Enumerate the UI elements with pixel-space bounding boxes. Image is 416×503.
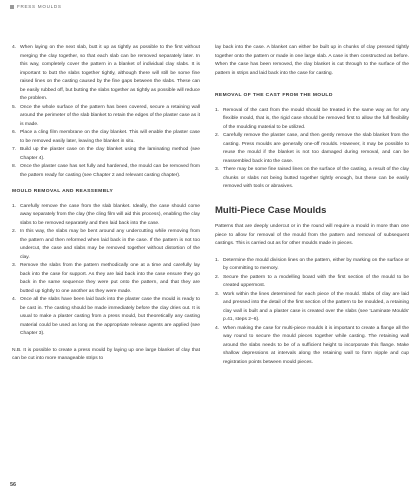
running-header-title: FRESS MOULDS [17,4,62,9]
intro-paragraph: Patterns that are deeply undercut or in the round will require a mould in more than one piece to allow for removal of the mould from the pattern and removal of subsequent castings. This is carried out as for other moulds made in pieces. [215,224,409,246]
list-item: 3. There may be some fine raised lines on the surface of the casting, a result of the clay chunks or slabs not being butted together tightly enough, but these can be easily removed with tools or abrasives. [215,167,409,189]
list-item: 1. Removal of the cast from the mould should be treated in the same way as for any flexible mould, that is, the rigid case should be removed first to allow the full flexibility of the moulding material to be utilized. [215,107,409,130]
list-item: 1. Carefully remove the case from the slab blanket. Ideally, the case should come away separately from the clay (the cling film will aid this process), enabling the clay slabs to be removed separately and then laid back into the case. [12,203,200,226]
left-list-2 [12,203,200,339]
section-heading-multi-piece: Multi-Piece Case Moulds [215,204,327,216]
list-item: 4. When making the case for multi-piece moulds it is important to create a flange all the way round to secure the mould pieces together while casting. The retaining wall around the slabs needs to be of a sufficient height to incorporate this flange. Make shallow depressions at intervals along the retaining wall to form nipple and cup registration points between mould pieces. [215,325,409,365]
right-column [215,44,409,367]
list-item: 3. Remove the slabs from the pattern methodically one at a time and carefully lay back into the case for support. As they are laid back into the case ensure they go back in the same sequence they were put onto the pattern, and that they are butted up tightly to one another as they were made. [12,263,200,294]
right-list-1 [215,107,409,192]
list-item: 6. Place a cling film membrane on the clay blanket. This will enable the plaster case to be removed easily later, leaving the blanket in situ. [12,130,200,144]
list-item: 2. In this way, the slabs may be bent around any undercutting while removing from the pattern and then reformed when laid back in the case. If the pattern is not too undercut, the case and slabs may be removed together without distortion of the clay. [12,229,200,260]
running-header [10,4,62,9]
list-item: 2. Secure the pattern to a modelling board with the first section of the mould to be created uppermost. [215,274,409,288]
note-paragraph: N.B. It is possible to create a press mould by laying up one large blanket of clay that can be cut into more manageable strips to [12,347,200,361]
section-heading-mould-removal: MOULD REMOVAL AND REASSEMBLY [12,189,114,194]
page-number: 56 [10,482,17,488]
section-heading-removal-of-cast: REMOVAL OF THE CAST FROM THE MOULD [215,93,333,98]
continued-paragraph: lay back into the case. A blanket can either be built up in chunks of clay pressed tightly together onto the pattern or made in one large slab. A case is then constructed as before. When the case has been removed, the clay blanket is cut through to the surface of the pattern in strips and laid back into the case for casting. [215,45,409,76]
list-item: 4. Once all the slabs have been laid back into the plaster case the mould is ready to be cast in. The casting should be made immediately before the clay dries out. It is usual to make a plaster casting from a press mould, but theoretically any casting material could be used as long as the appropriate release agents are applied (see Chapter 3). [12,297,200,336]
list-item: 7. Build up the plaster case on the clay blanket using the laminating method (see Chapter 4). [12,147,200,161]
list-item: 3. Work within the lines determined for each piece of the mould. Slabs of clay are laid and pressed into the detail of the first section of the pattern to be moulded, a retaining clay wall is built and a plaster case is created over the slabs (see 'Laminate Moulds' p.41, steps 2–6). [215,291,409,322]
list-item: 8. Once the plaster case has set fully and hardened, the mould can be removed from the pattern ready for casting (see Chapter 2 and relevant casting chapter). [12,164,200,178]
left-column [12,44,200,364]
list-item: 1. Determine the mould division lines on the pattern, either by marking on the surface or by committing to memory. [215,257,409,271]
chapter-marker-icon [10,5,14,9]
list-item: 5. Once the whole surface of the pattern has been covered, secure a retaining wall around the perimeter of the slab blanket to retain the edges of the plaster case as it is made. [12,104,200,127]
left-list-1 [12,44,200,180]
right-list-2 [215,257,409,368]
list-item: 2. Carefully remove the plaster case, and then gently remove the slab blanket from the casting. Press moulds are generally one-off moulds. However, it may be possible to reuse the mould if the blanket is not too damaged during removal, and can be reassembled back into the case. [215,133,409,164]
list-item: 4. When laying on the next slab, butt it up as tightly as possible to the first without merging the clay together, so that each slab can be removed separately later. In this way, completely cover the pattern in a blanket of individual clay slabs. It is important to butt the slabs together tightly, although there will still be some fine raised lines on the casting caused by the fine gaps between the slabs. These can be easily rubbed off, but butting the slabs together as tightly as possible will reduce the problem. [12,45,200,101]
